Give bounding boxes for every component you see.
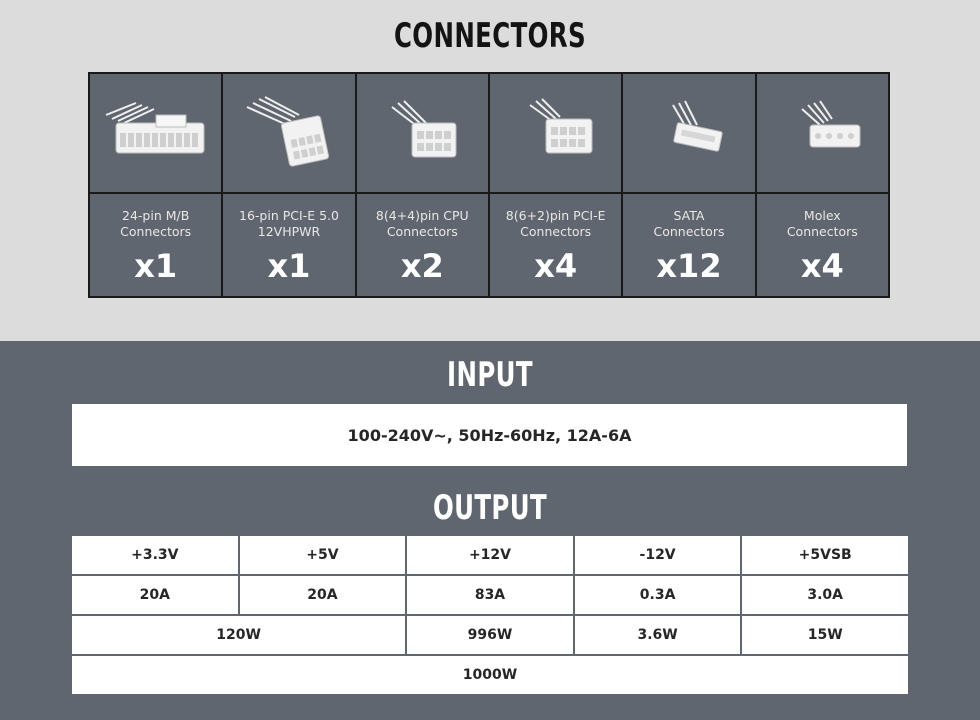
rail-current: 3.0A bbox=[742, 576, 908, 614]
connector-count: x1 bbox=[134, 247, 178, 285]
connector-name: 16-pin PCI-E 5.0 12VHPWR bbox=[239, 208, 339, 239]
connector-count: x2 bbox=[400, 247, 444, 285]
connector-name: 24-pin M/B Connectors bbox=[120, 208, 192, 239]
sata-connector-icon bbox=[623, 74, 754, 192]
atx-24pin-connector-icon bbox=[90, 74, 221, 192]
rail-label: +12V bbox=[407, 536, 573, 574]
output-heading: OUTPUT bbox=[432, 488, 548, 528]
rail-label: +5V bbox=[240, 536, 406, 574]
connector-cell-pcie bbox=[490, 194, 621, 296]
rail-power-12v: 996W bbox=[407, 616, 573, 654]
connector-name: 8(6+2)pin PCI-E Connectors bbox=[505, 208, 606, 239]
rail-power-5vsb: 15W bbox=[742, 616, 908, 654]
rail-power-neg12v: 3.6W bbox=[575, 616, 741, 654]
connector-cell-cpu bbox=[357, 194, 488, 296]
rail-label: +3.3V bbox=[72, 536, 238, 574]
molex-connector-icon bbox=[757, 74, 888, 192]
connector-count: x4 bbox=[534, 247, 578, 285]
rail-label: +5VSB bbox=[742, 536, 908, 574]
rail-current: 83A bbox=[407, 576, 573, 614]
rail-current: 20A bbox=[72, 576, 238, 614]
cpu-8pin-connector-icon bbox=[357, 74, 488, 192]
rail-current: 0.3A bbox=[575, 576, 741, 614]
rail-label: -12V bbox=[575, 536, 741, 574]
connector-count: x12 bbox=[656, 247, 722, 285]
connector-name: SATA Connectors bbox=[653, 208, 725, 239]
connector-cell-24pin bbox=[90, 194, 221, 296]
connector-name: Molex Connectors bbox=[786, 208, 858, 239]
connector-cell-sata bbox=[623, 194, 754, 296]
12vhpwr-connector-icon bbox=[223, 74, 354, 192]
pcie-8pin-connector-icon bbox=[490, 74, 621, 192]
total-power: 1000W bbox=[72, 656, 908, 694]
connectors-table bbox=[88, 72, 890, 298]
rail-current: 20A bbox=[240, 576, 406, 614]
input-heading: INPUT bbox=[447, 355, 533, 395]
connector-count: x4 bbox=[800, 247, 844, 285]
connectors-heading: CONNECTORS bbox=[393, 16, 587, 56]
connector-cell-molex bbox=[757, 194, 888, 296]
output-table bbox=[72, 536, 908, 694]
input-spec: 100-240V~, 50Hz-60Hz, 12A-6A bbox=[72, 404, 907, 466]
connector-name: 8(4+4)pin CPU Connectors bbox=[375, 208, 469, 239]
rail-power-combined: 120W bbox=[72, 616, 405, 654]
connector-cell-12vhpwr bbox=[223, 194, 354, 296]
connector-count: x1 bbox=[267, 247, 311, 285]
